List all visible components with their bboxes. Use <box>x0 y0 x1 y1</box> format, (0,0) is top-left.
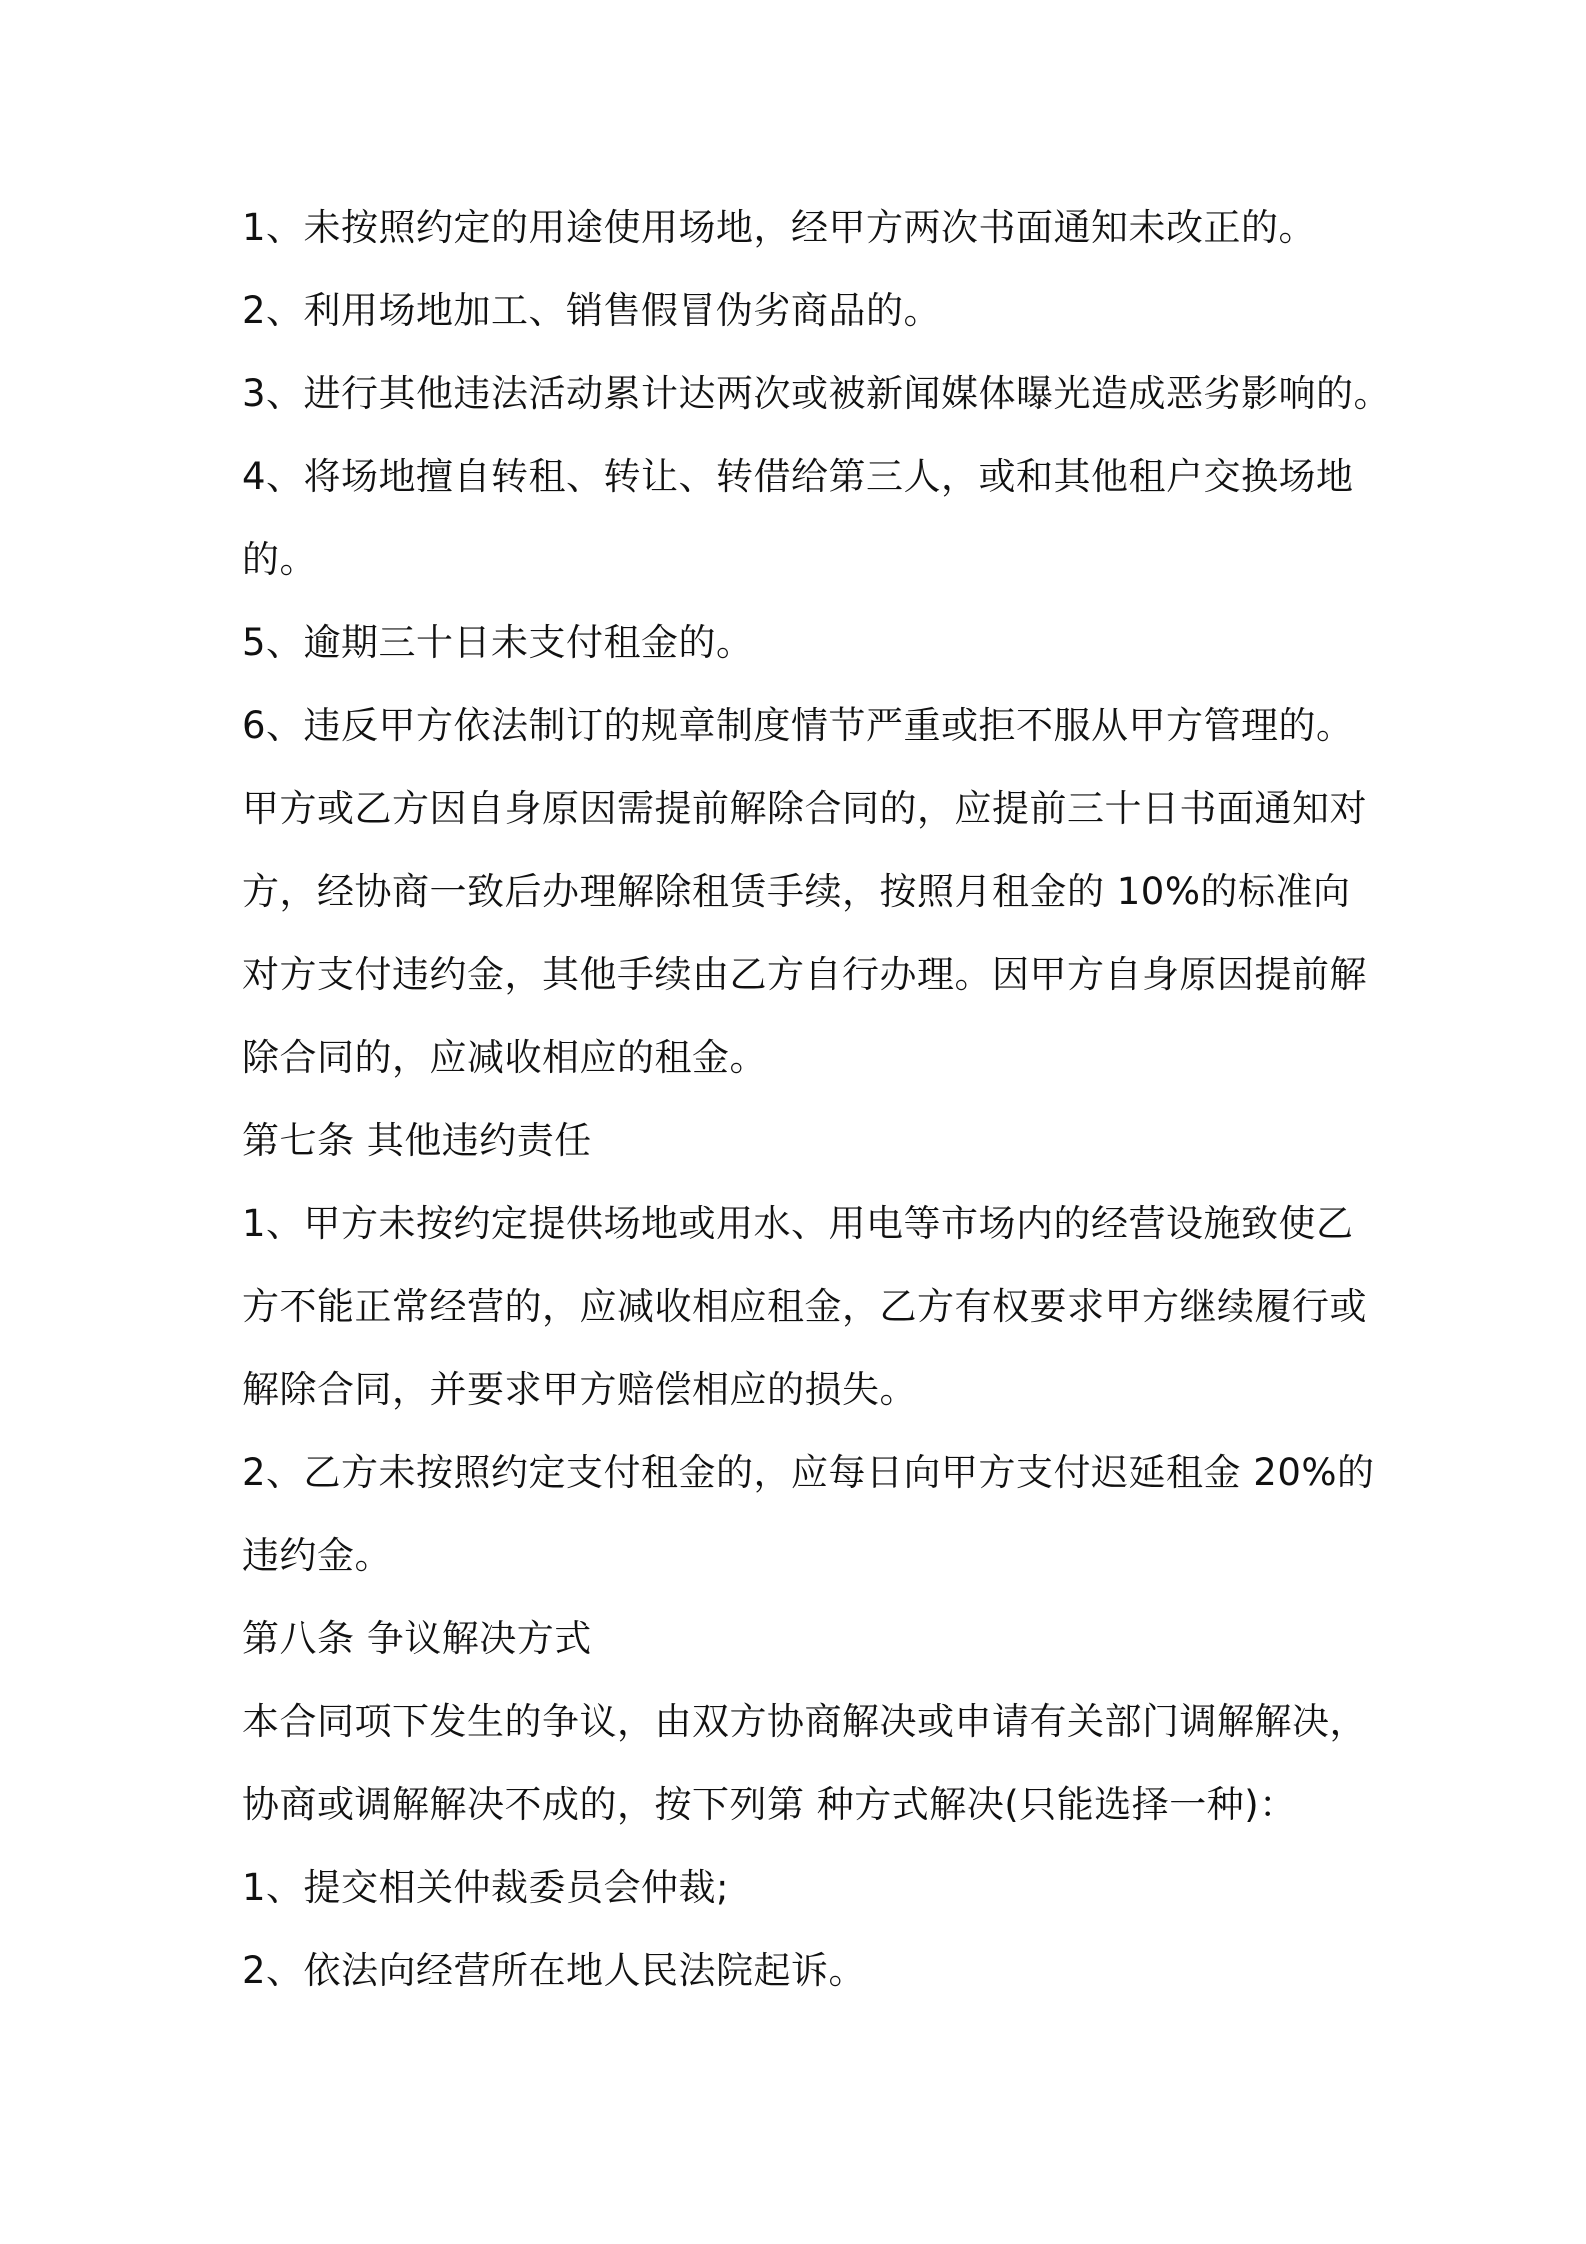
clause-line: 2、利用场地加工、销售假冒伪劣商品的。 <box>242 289 942 332</box>
clause-line: 解除合同，并要求甲方赔偿相应的损失。 <box>242 1368 917 1411</box>
paragraph-line: 方，经协商一致后办理解除租赁手续，按照月租金的 10%的标准向 <box>242 870 1351 913</box>
section-heading: 第八条 争议解决方式 <box>242 1617 592 1660</box>
clause-line: 6、违反甲方依法制订的规章制度情节严重或拒不服从甲方管理的。 <box>242 704 1354 747</box>
clause-line: 1、未按照约定的用途使用场地，经甲方两次书面通知未改正的。 <box>242 206 1317 249</box>
paragraph-line: 本合同项下发生的争议，由双方协商解决或申请有关部门调解解决， <box>242 1700 1367 1743</box>
clause-line: 2、乙方未按照约定支付租金的，应每日向甲方支付迟延租金 20%的 <box>242 1451 1375 1494</box>
paragraph-line: 除合同的，应减收相应的租金。 <box>242 1036 767 1079</box>
clause-line: 3、进行其他违法活动累计达两次或被新闻媒体曝光造成恶劣影响的。 <box>242 372 1392 415</box>
paragraph-line: 甲方或乙方因自身原因需提前解除合同的，应提前三十日书面通知对 <box>242 787 1367 830</box>
paragraph-line: 对方支付违约金，其他手续由乙方自行办理。因甲方自身原因提前解 <box>242 953 1367 996</box>
clause-line: 2、依法向经营所在地人民法院起诉。 <box>242 1949 867 1992</box>
clause-line: 1、甲方未按约定提供场地或用水、用电等市场内的经营设施致使乙 <box>242 1202 1354 1245</box>
clause-line: 1、提交相关仲裁委员会仲裁; <box>242 1866 730 1909</box>
clause-line: 5、逾期三十日未支付租金的。 <box>242 621 754 664</box>
clause-line: 违约金。 <box>242 1534 392 1577</box>
paragraph-line: 协商或调解解决不成的，按下列第 种方式解决(只能选择一种)： <box>242 1783 1297 1826</box>
section-heading: 第七条 其他违约责任 <box>242 1119 592 1162</box>
clause-line: 的。 <box>242 538 317 581</box>
clause-line: 方不能正常经营的，应减收相应租金，乙方有权要求甲方继续履行或 <box>242 1285 1367 1328</box>
clause-line: 4、将场地擅自转租、转让、转借给第三人，或和其他租户交换场地 <box>242 455 1354 498</box>
